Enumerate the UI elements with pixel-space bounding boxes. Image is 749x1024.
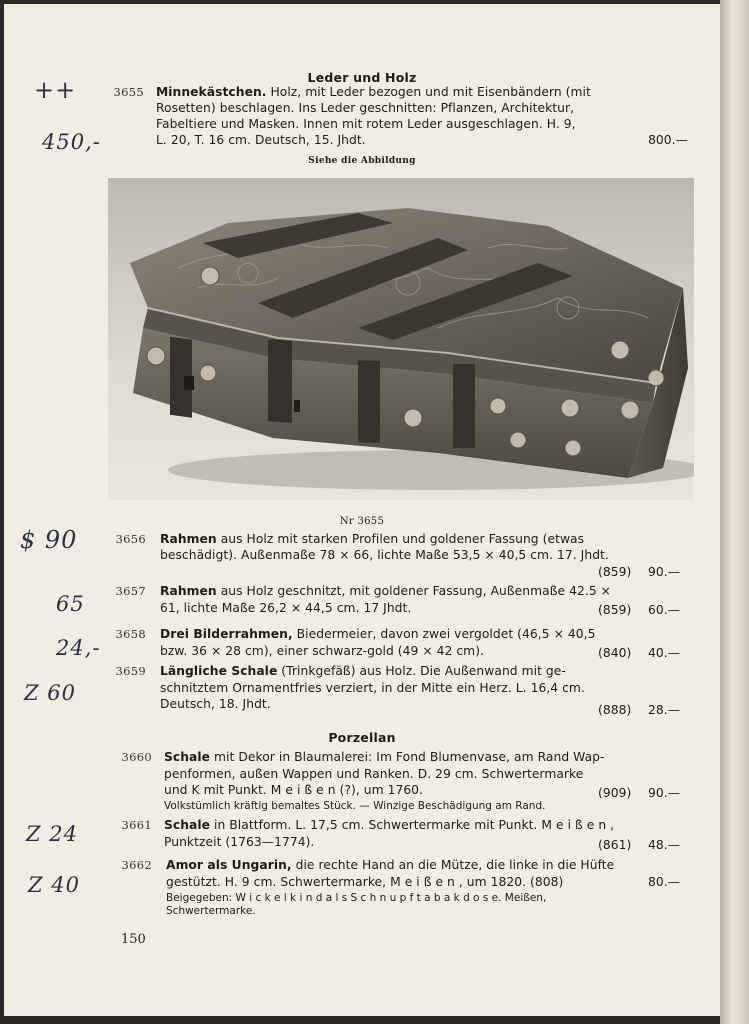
lot-3662-note-1: Beigegeben: W i c k e l k i n d a l s S c h n u p f t a b a k d o s e. Meißen, [166,892,547,904]
lot-3655-line-3: Fabeltiere und Masken. Innen mit rotem Leder ausgeschlagen. H. 9, [156,117,576,131]
lot-3662-line-2: gestützt. H. 9 cm. Schwertermarke, M e i ß e n , um 1820. (808) [166,875,564,889]
page-number: 150 [121,932,146,947]
lot-3662-price: 80.— [648,875,681,889]
catalog-page [4,4,720,1016]
lot-3660-line-3: und K mit Punkt. M e i ß e n (?), um 1760. [164,783,424,797]
lot-number-3657: 3657 [115,584,146,598]
lot-3660-price: 90.— [648,786,681,800]
figure-caption: Nr 3655 [339,516,385,527]
handwritten-mark-4: 65 [56,592,85,616]
handwritten-mark-5: 24,- [56,636,101,660]
section-heading-wood: Leder und Holz [307,70,417,85]
lot-number-3661: 3661 [121,818,152,832]
book-page-edge [720,0,749,1024]
handwritten-mark-2: 450,- [42,130,101,154]
lot-3660-note: Volkstümlich kräftig bemaltes Stück. — Winzige Beschädigung am Rand. [164,800,546,812]
lot-3656-line-1: Rahmen aus Holz mit starken Profilen und goldener Fassung (etwas [160,532,585,546]
lot-3657-ref: (859) [598,603,632,617]
lot-3657-line-1: Rahmen aus Holz geschnitzt, mit goldener Fassung, Außenmaße 42.5 × [160,584,611,598]
lot-3659-ref: (888) [598,703,632,717]
lot-3657-line-2: 61, lichte Maße 26,2 × 44,5 cm. 17 Jhdt. [160,601,412,615]
casket-photograph [108,178,694,500]
lot-3658-line-2: bzw. 36 × 28 cm), einer schwarz-gold (49 × 42 cm). [160,644,485,658]
lot-3656-price: 90.— [648,565,681,579]
lot-3661-line-2: Punktzeit (1763—1774). [164,835,315,849]
lot-3659-line-2: schnitztem Ornamentfries verziert, in der Mitte ein Herz. L. 16,4 cm. [160,681,585,695]
lot-3662-note-2: Schwertermarke. [166,905,256,917]
handwritten-mark-7: Z 24 [26,822,78,846]
lot-3657-price: 60.— [648,603,681,617]
lot-3661-ref: (861) [598,838,632,852]
lot-3661-line-1: Schale in Blattform. L. 17,5 cm. Schwertermarke mit Punkt. M e i ß e n , [164,818,615,832]
figure-reference: Siehe die Abbildung [308,156,416,166]
lot-3659-line-1: Längliche Schale (Trinkgefäß) aus Holz. Die Außenwand mit ge- [160,664,566,678]
lot-3655-price: 800.— [648,133,688,147]
lot-3658-ref: (840) [598,646,632,660]
lot-3662-line-1: Amor als Ungarin, die rechte Hand an die Mütze, die linke in die Hüfte [166,858,615,872]
section-heading-porcelain: Porzellan [328,730,396,745]
lot-3659-line-3: Deutsch, 18. Jhdt. [160,697,271,711]
lot-number-3659: 3659 [115,664,146,678]
lot-number-3662: 3662 [121,858,152,872]
lot-number-3660: 3660 [121,750,152,764]
lot-3655-line-2: Rosetten) beschlagen. Ins Leder geschnitten: Pflanzen, Architektur, [156,101,575,115]
handwritten-mark-6: Z 60 [24,681,76,705]
lot-3660-line-1: Schale mit Dekor in Blaumalerei: Im Fond Blumenvase, am Rand Wap- [164,750,605,764]
lot-3660-ref: (909) [598,786,632,800]
lot-number-3655: 3655 [113,85,144,99]
lot-3658-line-1: Drei Bilderrahmen, Biedermeier, davon zwei vergoldet (46,5 × 40,5 [160,627,596,641]
handwritten-mark-3: $ 90 [20,526,78,554]
handwritten-mark-1: ++ [34,76,77,104]
lot-3656-ref: (859) [598,565,632,579]
lot-3661-price: 48.— [648,838,681,852]
lot-3655-line-1: Minnekästchen. Holz, mit Leder bezogen und mit Eisenbändern (mit [156,85,591,99]
lot-3655-line-4: L. 20, T. 16 cm. Deutsch, 15. Jhdt. 800.— [156,133,688,147]
lot-3660-line-2: penformen, außen Wappen und Ranken. D. 29 cm. Schwertermarke [164,767,584,781]
handwritten-mark-8: Z 40 [28,873,80,897]
lot-3656-line-2: beschädigt). Außenmaße 78 × 66, lichte Maße 53,5 × 40,5 cm. 17. Jhdt. [160,548,609,562]
lot-3658-price: 40.— [648,646,681,660]
lot-3659-price: 28.— [648,703,681,717]
lot-number-3656: 3656 [115,532,146,546]
lot-number-3658: 3658 [115,627,146,641]
